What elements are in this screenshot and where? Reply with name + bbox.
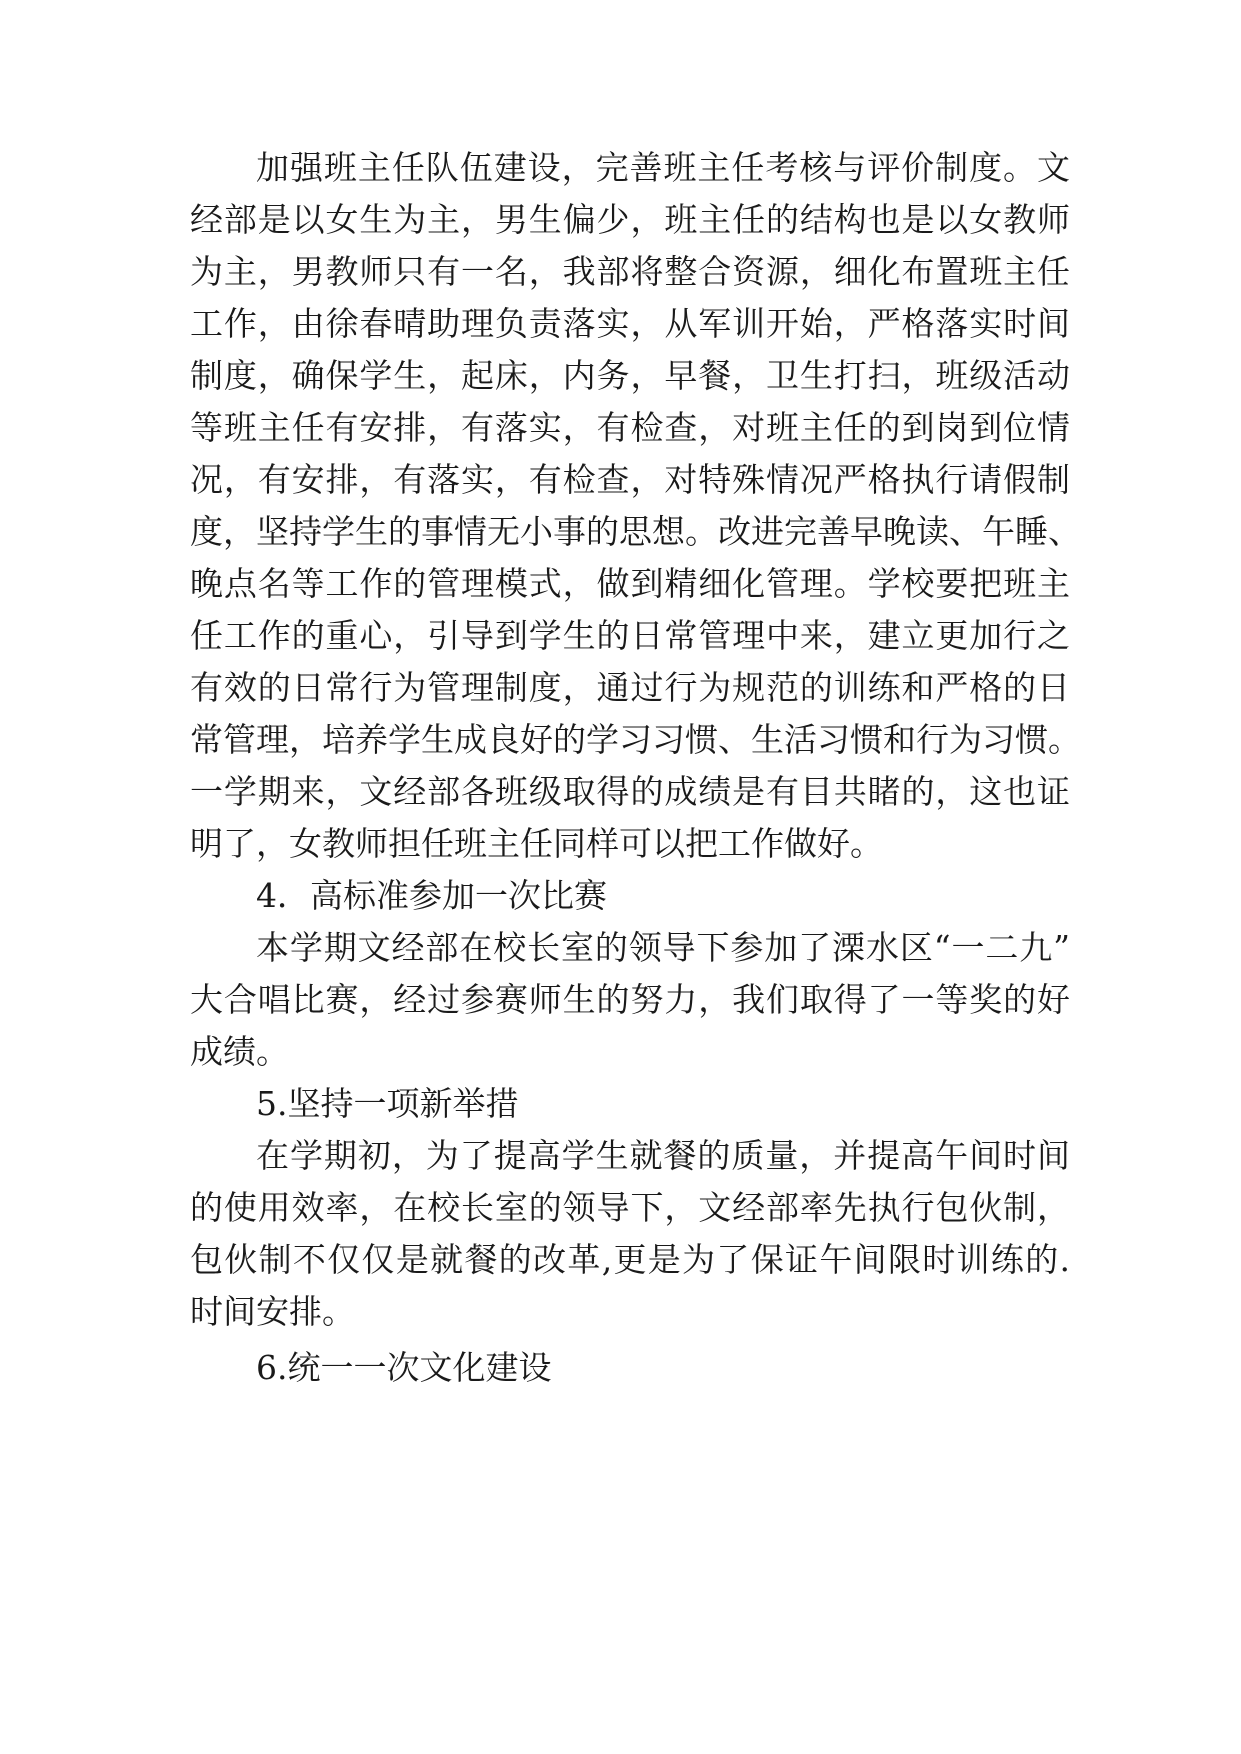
paragraph-line: 况，有安排，有落实，有检查，对特殊情况严格执行请假制 <box>190 460 1070 499</box>
paragraph-line: 常管理，培养学生成良好的学习习惯、生活习惯和行为习惯。 <box>190 720 1081 759</box>
paragraph-line: 为主，男教师只有一名，我部将整合资源，细化布置班主任 <box>190 252 1070 291</box>
paragraph-line: 晚点名等工作的管理模式，做到精细化管理。学校要把班主 <box>190 564 1070 603</box>
paragraph-line: 明了，女教师担任班主任同样可以把工作做好。 <box>190 824 883 863</box>
paragraph-line: 本学期文经部在校长室的领导下参加了溧水区“一二九” <box>256 928 1070 967</box>
paragraph-line: 制度，确保学生，起床，内务，早餐，卫生打扫，班级活动 <box>190 356 1070 395</box>
paragraph-line: 的使用效率，在校长室的领导下，文经部率先执行包伙制， <box>190 1188 1070 1227</box>
paragraph-line: 度，坚持学生的事情无小事的思想。改进完善早晚读、午睡、 <box>190 512 1081 551</box>
paragraph-line: 经部是以女生为主，男生偏少，班主任的结构也是以女教师 <box>190 200 1070 239</box>
paragraph-line: 加强班主任队伍建设，完善班主任考核与评价制度。文 <box>256 148 1070 187</box>
section-heading: 5.坚持一项新举措 <box>256 1084 519 1123</box>
section-heading: 4．高标准参加一次比赛 <box>256 876 607 915</box>
paragraph-line: 等班主任有安排，有落实，有检查，对班主任的到岗到位情 <box>190 408 1070 447</box>
paragraph-line: 在学期初，为了提高学生就餐的质量，并提高午间时间 <box>256 1136 1070 1175</box>
paragraph-line: 一学期来，文经部各班级取得的成绩是有目共睹的，这也证 <box>190 772 1070 811</box>
paragraph-line: 大合唱比赛，经过参赛师生的努力，我们取得了一等奖的好 <box>190 980 1070 1019</box>
paragraph-line: 成绩。 <box>190 1032 289 1071</box>
paragraph-line: 有效的日常行为管理制度，通过行为规范的训练和严格的日 <box>190 668 1070 707</box>
paragraph-line: 包伙制不仅仅是就餐的改革,更是为了保证午间限时训练的. <box>190 1240 1070 1279</box>
paragraph-line: 工作，由徐春晴助理负责落实，从军训开始，严格落实时间 <box>190 304 1070 343</box>
paragraph-line: 时间安排。 <box>190 1292 355 1331</box>
section-heading: 6.统一一次文化建设 <box>256 1348 552 1387</box>
paragraph-line: 任工作的重心，引导到学生的日常管理中来，建立更加行之 <box>190 616 1070 655</box>
